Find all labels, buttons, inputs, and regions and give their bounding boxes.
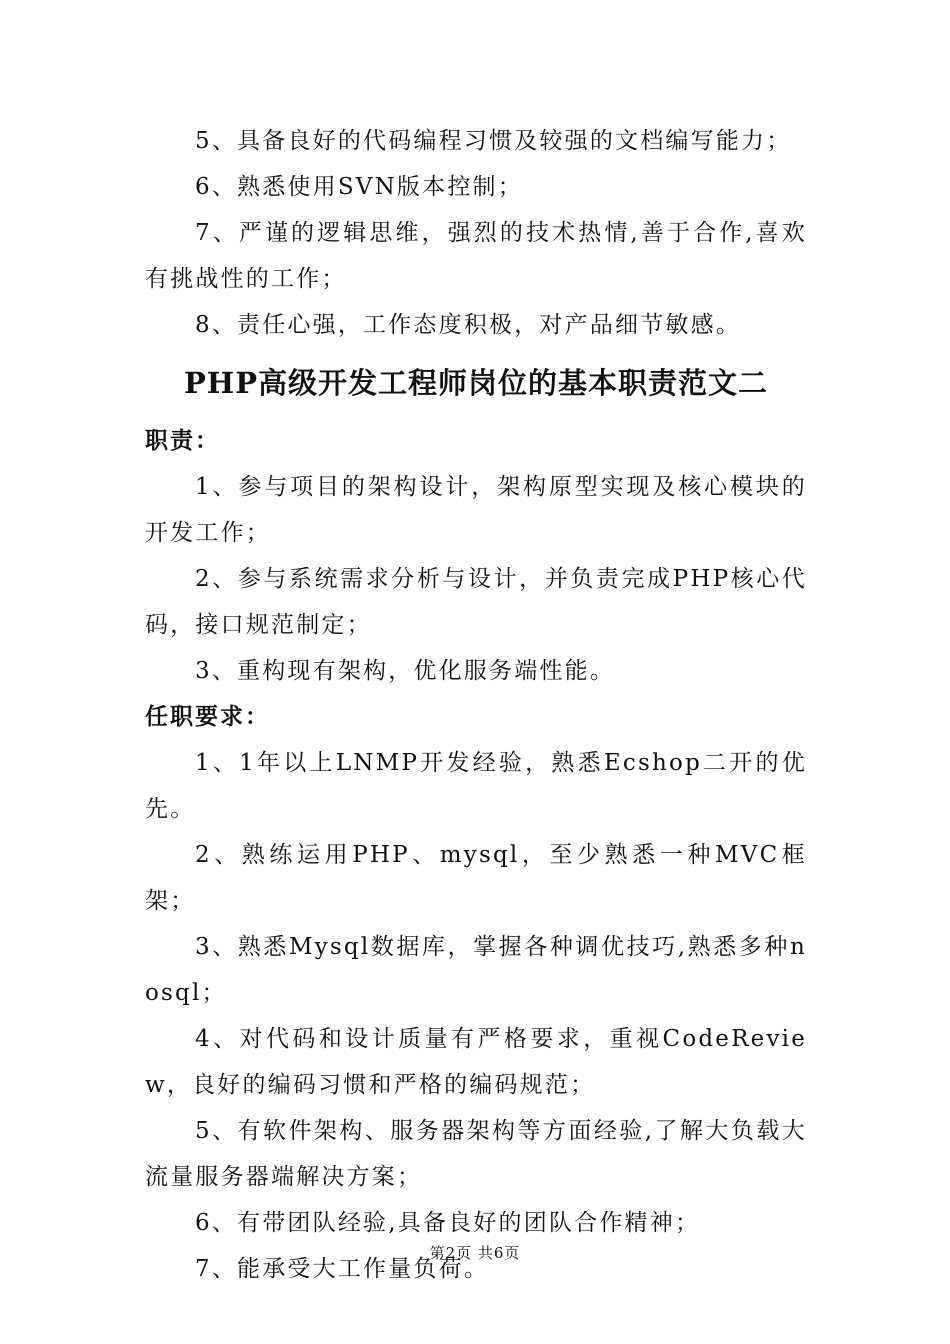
qualification-item-5: 5、有软件架构、服务器架构等方面经验,了解大负载大流量服务器端解决方案； xyxy=(145,1118,807,1190)
requirement-item-6: 6、熟悉使用SVN版本控制； xyxy=(195,174,523,200)
qualification-item-2: 2、熟练运用PHP、mysql，至少熟悉一种MVC框架； xyxy=(145,842,807,914)
requirement-item-7: 7、严谨的逻辑思维，强烈的技术热情,善于合作,喜欢有挑战性的工作； xyxy=(145,220,807,292)
duty-item-2: 2、参与系统需求分析与设计，并负责完成PHP核心代码，接口规范制定； xyxy=(145,566,807,638)
qualification-item-7: 7、能承受大工作量负荷。 xyxy=(195,1256,490,1282)
page-footer: 第2页 共6页 xyxy=(429,1244,521,1262)
qualification-item-6: 6、有带团队经验,具备良好的团队合作精神； xyxy=(195,1210,701,1236)
duties-heading: 职责： xyxy=(145,427,220,454)
qualification-item-3: 3、熟悉Mysql数据库，掌握各种调优技巧,熟悉多种nosql； xyxy=(145,934,807,1006)
qualification-item-4: 4、对代码和设计质量有严格要求，重视CodeReview，良好的编码习惯和严格的编码规范； xyxy=(145,1026,807,1098)
requirements-heading: 任职要求： xyxy=(145,703,270,730)
section-title: PHP高级开发工程师岗位的基本职责范文二 xyxy=(183,366,768,400)
qualification-item-1: 1、1年以上LNMP开发经验，熟悉Ecshop二开的优先。 xyxy=(145,750,807,822)
duty-item-3: 3、重构现有架构，优化服务端性能。 xyxy=(195,658,616,684)
document-body xyxy=(145,118,807,1292)
duty-item-1: 1、参与项目的架构设计，架构原型实现及核心模块的开发工作； xyxy=(145,474,807,546)
requirement-item-8: 8、责任心强，工作态度积极，对产品细节敏感。 xyxy=(195,312,742,338)
requirement-item-5: 5、具备良好的代码编程习惯及较强的文档编写能力； xyxy=(195,128,792,154)
